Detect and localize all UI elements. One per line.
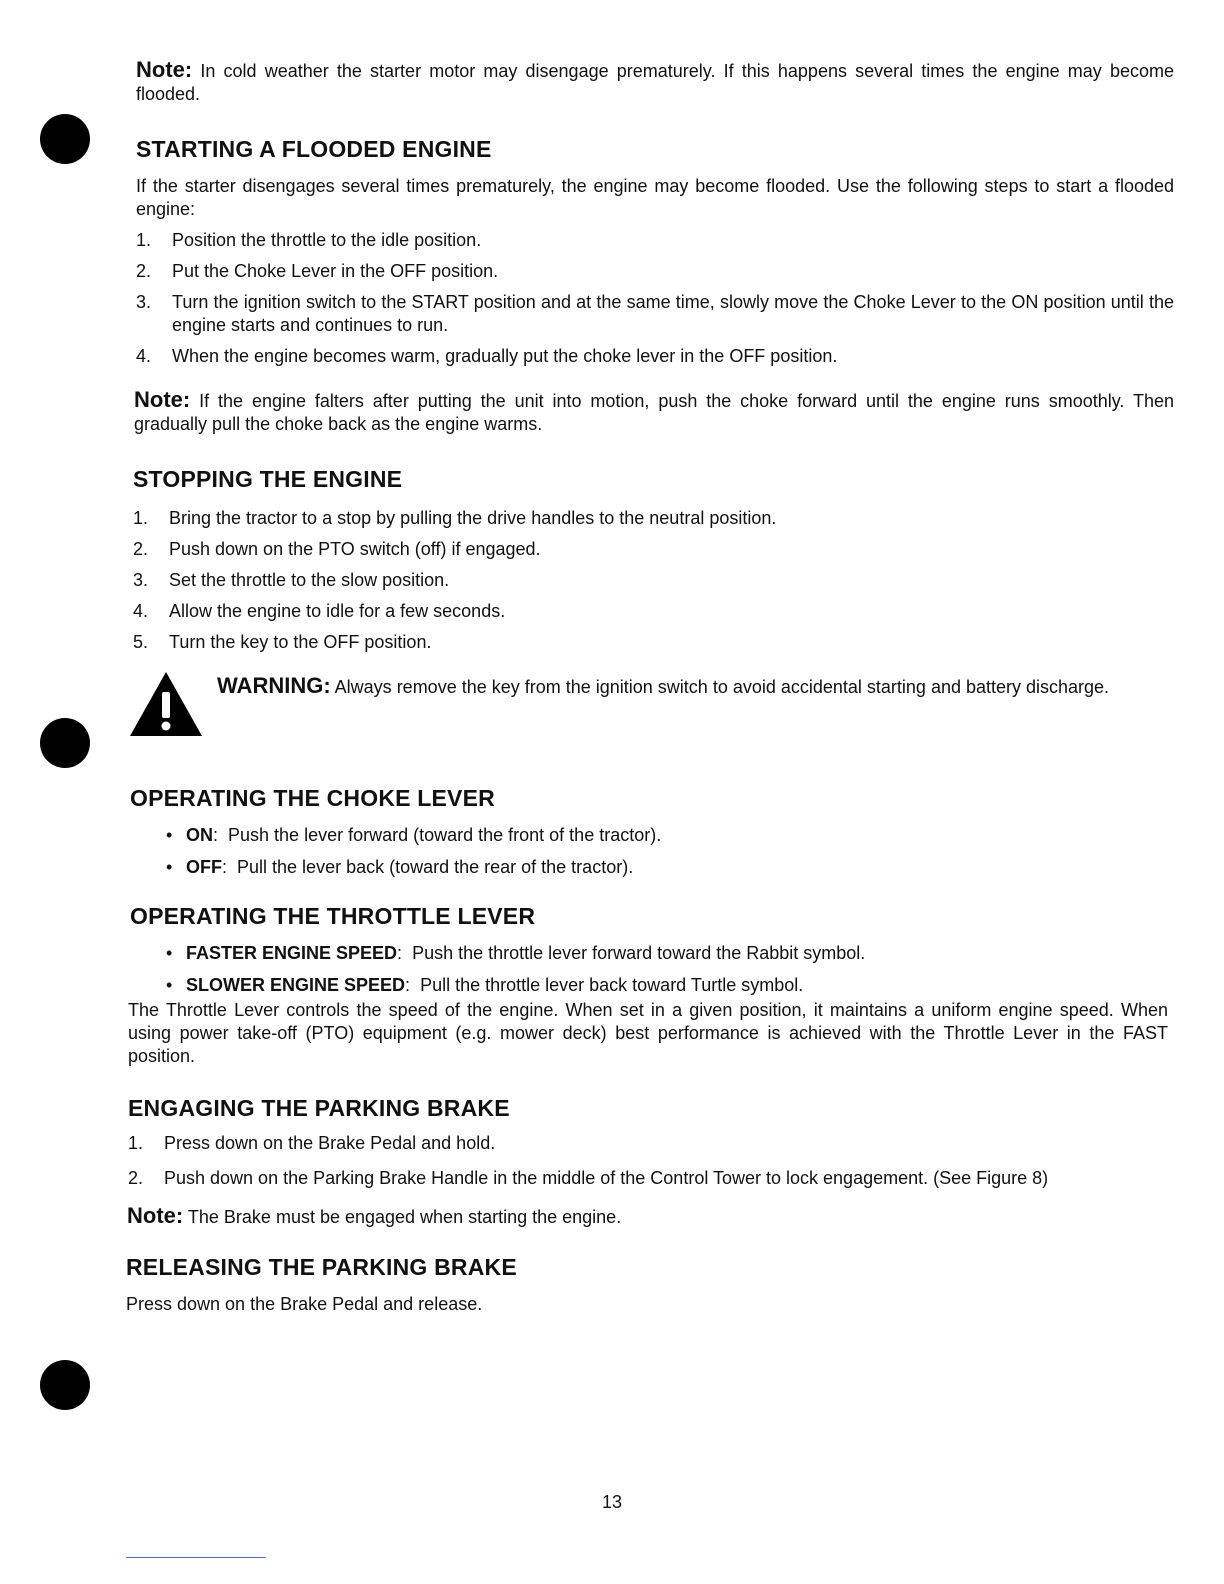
flooded-steps [136,229,1174,368]
section-choke-lever [130,785,1174,888]
section-title: STOPPING THE ENGINE [133,466,403,492]
warning-text: Always remove the key from the ignition switch to avoid accidental starting and battery discharge. [334,677,1110,697]
list-item: • OFF: Pull the lever back (toward the rear of the tractor). [166,857,634,877]
list-item: 2. Push down on the PTO switch (off) if engaged. [133,539,541,559]
note-label: Note: [136,57,193,82]
section-title: RELEASING THE PARKING BRAKE [126,1254,517,1280]
list-item: • FASTER ENGINE SPEED: Push the throttle lever forward toward the Rabbit symbol. [166,943,866,963]
section-title: ENGAGING THE PARKING BRAKE [128,1095,510,1121]
warning-triangle-icon [128,670,204,738]
note-text: In cold weather the starter motor may disengage prematurely. If this happens several times the engine may become flooded. [136,61,1174,104]
note-cold-weather [136,58,1174,106]
footer-rule [126,1557,266,1558]
list-item: 2. Push down on the Parking Brake Handle in the middle of the Control Tower to lock engagement. (See Figure 8) [128,1168,1049,1188]
note-text: The Brake must be engaged when starting the engine. [187,1207,622,1227]
warning-box [128,670,1174,740]
list-item: • ON: Push the lever forward (toward the front of the tractor). [166,825,662,845]
stopping-steps [133,507,1174,654]
list-item: 3. Turn the ignition switch to the START position and at the same time, slowly move the Choke Lever to the ON position until the engine starts and continues to run. [136,292,1174,335]
section-title: STARTING A FLOODED ENGINE [136,136,492,162]
section-text: Press down on the Brake Pedal and release. [126,1294,483,1314]
throttle-paragraph: The Throttle Lever controls the speed of the engine. When set in a given position, it maintains a uniform engine speed. When using power take-off (PTO) equipment (e.g. mower deck) best performance is achieved with the Throttle Lever in the FAST position. [128,1000,1168,1066]
note-falters [134,388,1174,436]
choke-bullets [164,824,1174,879]
list-item: 4. Allow the engine to idle for a few seconds. [133,601,506,621]
note-text: If the engine falters after putting the unit into motion, push the choke forward until the engine runs smoothly. Then gradually pull the choke back as the engine warms. [134,391,1174,434]
section-release-parking-brake [126,1254,1174,1316]
throttle-paragraph-block [128,999,1168,1068]
section-engage-parking-brake [128,1095,1174,1198]
list-item: 1. Bring the tractor to a stop by pulling the drive handles to the neutral position. [133,508,777,528]
warning-label: WARNING: [217,673,331,698]
section-title: OPERATING THE THROTTLE LEVER [130,903,536,929]
list-item: 3. Set the throttle to the slow position. [133,570,450,590]
parking-steps [128,1132,1174,1190]
section-stopping-engine [133,466,1174,662]
note-label: Note: [134,387,191,412]
section-flooded-engine [136,136,1174,376]
list-item: 4. When the engine becomes warm, gradually put the choke lever in the OFF position. [136,346,838,366]
section-throttle-lever [130,903,1168,997]
binder-hole-bottom [40,1360,90,1410]
list-item: 2. Put the Choke Lever in the OFF position. [136,261,499,281]
section-title: OPERATING THE CHOKE LEVER [130,785,495,811]
note-label: Note: [127,1203,184,1228]
note-brake-engaged [127,1204,1174,1229]
binder-hole-middle [40,718,90,768]
section-intro: If the starter disengages several times prematurely, the engine may become flooded. Use the following steps to start a flooded engine: [136,176,1174,219]
list-item: • SLOWER ENGINE SPEED: Pull the throttle lever back toward Turtle symbol. [166,975,804,995]
list-item: 1. Position the throttle to the idle position. [136,230,482,250]
page-number: 13 [601,1492,623,1512]
throttle-bullets [164,942,1168,997]
binder-hole-top [40,114,90,164]
list-item: 1. Press down on the Brake Pedal and hold. [128,1133,496,1153]
list-item: 5. Turn the key to the OFF position. [133,632,432,652]
